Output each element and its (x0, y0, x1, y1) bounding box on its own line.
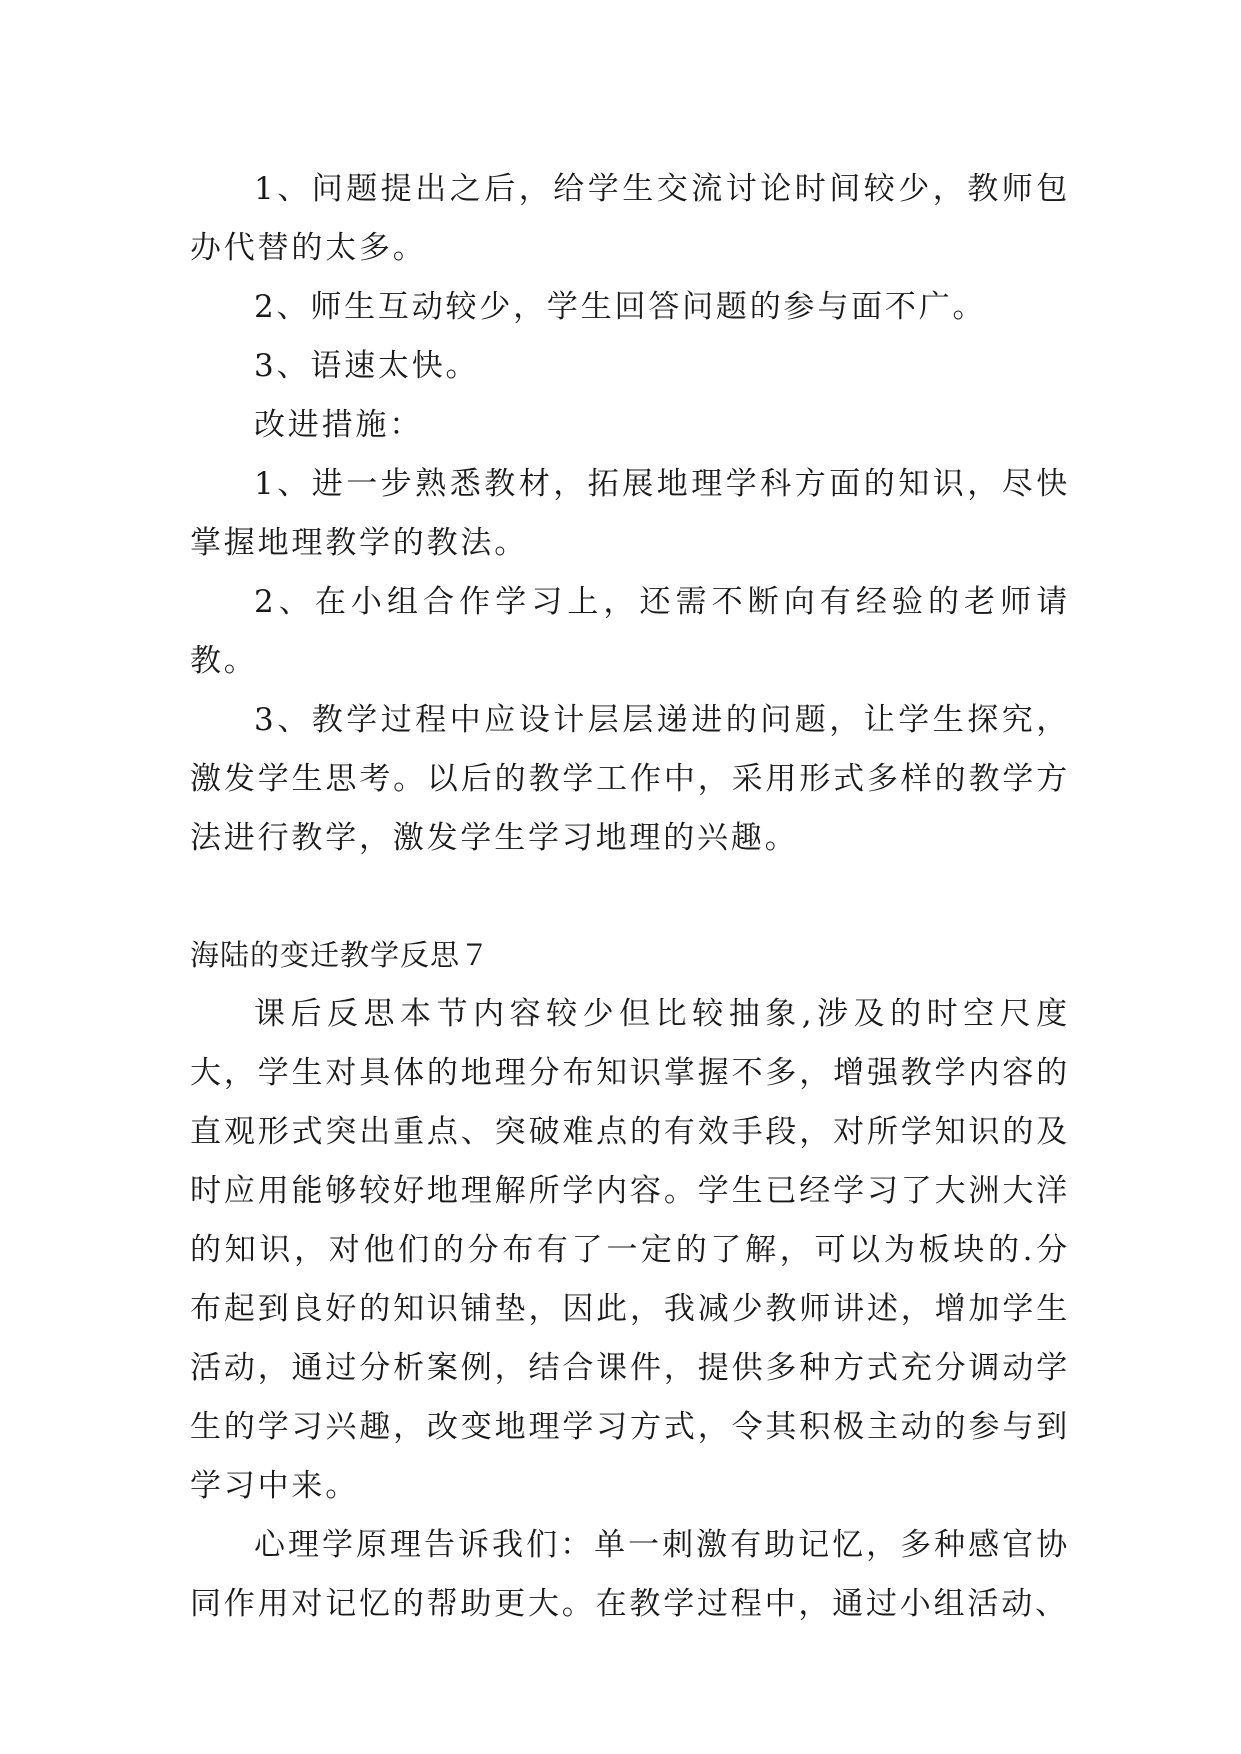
paragraph: 课后反思本节内容较少但比较抽象,涉及的时空尺度大，学生对具体的地理分布知识掌握不多，增强教学内容的直观形式突出重点、突破难点的有效手段，对所学知识的及时应用能够较好地理解所学内容。学生已经学习了大洲大洋的知识，对他们的分布有了一定的了解，可以为板块的.分布起到良好的知识铺垫，因此，我减少教师讲述，增加学生活动，通过分析案例，结合课件，提供多种方式充分调动学生的学习兴趣，改变地理学习方式，令其积极主动的参与到学习中来。 (190, 996, 1070, 1504)
section-title: 海陆的变迁教学反思７ (190, 938, 491, 972)
paragraph: 3、教学过程中应设计层层递进的问题，让学生探究，激发学生思考。以后的教学工作中，采用形式多样的教学方法进行教学，激发学生学习地理的兴趣。 (190, 702, 1070, 856)
section-spacer (190, 868, 1070, 926)
paragraph: 2、在小组合作学习上，还需不断向有经验的老师请教。 (190, 584, 1070, 679)
paragraph: 改进措施： (254, 407, 423, 443)
paragraph: 心理学原理告诉我们：单一刺激有助记忆，多种感官协同作用对记忆的帮助更大。在教学过程中，通过小组活动、 (190, 1527, 1070, 1622)
paragraph: 3、语速太快。 (254, 348, 480, 384)
paragraph: 1、进一步熟悉教材，拓展地理学科方面的知识，尽快掌握地理教学的教法。 (190, 466, 1070, 561)
paragraph: 2、师生互动较少，学生回答问题的参与面不广。 (254, 289, 987, 325)
paragraph: 1、问题提出之后，给学生交流讨论时间较少，教师包办代替的太多。 (190, 171, 1070, 266)
document-page (190, 160, 1070, 1634)
